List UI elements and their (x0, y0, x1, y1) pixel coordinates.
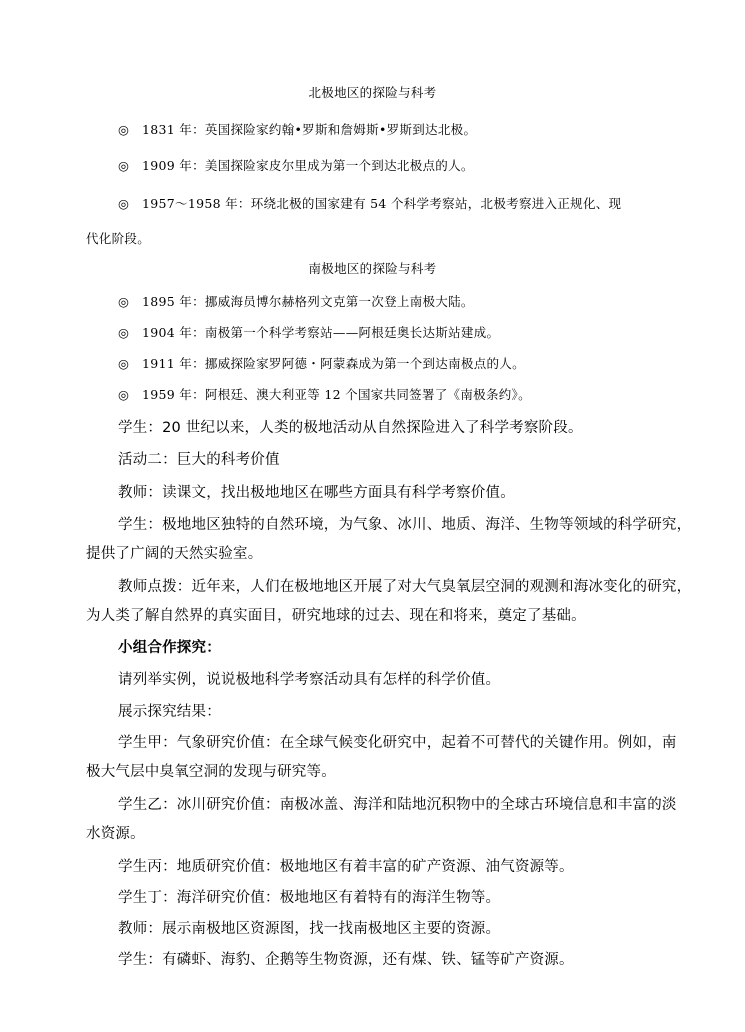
north-item-1909: ◎ 1909 年：美国探险家皮尔里成为第一个到达北极点的人。 (118, 158, 474, 173)
student-a-line-1: 学生甲：气象研究价值：在全球气候变化研究中，起着不可替代的关键作用。例如，南 (118, 735, 677, 751)
student-answer-line-2: 提供了广阔的天然实验室。 (86, 546, 263, 562)
results-heading: 展示探究结果： (118, 704, 221, 720)
teacher-question: 教师：读课文，找出极地地区在哪些方面具有科学考察价值。 (118, 485, 515, 501)
group-inquiry-heading: 小组合作探究： (118, 640, 221, 656)
south-item-1895: ◎ 1895 年：挪威海员博尔赫格列文克第一次登上南极大陆。 (118, 294, 474, 309)
activity-two-heading: 活动二：巨大的科考价值 (118, 452, 280, 468)
teacher-resource-prompt: 教师：展示南极地区资源图，找一找南极地区主要的资源。 (118, 921, 501, 937)
north-section-title: 北极地区的探险与科考 (308, 85, 437, 100)
south-section-title: 南极地区的探险与科考 (308, 261, 437, 276)
student-answer-line-1: 学生：极地地区独特的自然环境，为气象、冰川、地质、海洋、生物等领域的科学研究， (118, 517, 692, 533)
north-item-1957-cont: 代化阶段。 (86, 231, 151, 246)
south-item-1959: ◎ 1959 年：阿根廷、澳大利亚等 12 个国家共同签署了《南极条约》。 (118, 387, 531, 402)
student-c-statement: 学生丙：地质研究价值：极地地区有着丰富的矿产资源、油气资源等。 (118, 859, 574, 875)
student-a-line-2: 极大气层中臭氧空洞的发现与研究等。 (86, 764, 336, 780)
inquiry-prompt: 请列举实例，说说极地科学考察活动具有怎样的科学价值。 (118, 672, 501, 688)
teacher-tip-line-2: 为人类了解自然界的真实面目，研究地球的过去、现在和将来，奠定了基础。 (86, 608, 586, 624)
north-item-1831: ◎ 1831 年：英国探险家约翰•罗斯和詹姆斯•罗斯到达北极。 (118, 122, 477, 137)
student-statement-1: 学生：20 世纪以来，人类的极地活动从自然探险进入了科学考察阶段。 (118, 420, 583, 436)
north-item-1957: ◎ 1957～1958 年：环绕北极的国家建有 54 个科学考察站，北极考察进入正规化、现 (118, 196, 622, 211)
south-item-1911: ◎ 1911 年：挪威探险家罗阿德・阿蒙森成为第一个到达南极点的人。 (118, 356, 525, 371)
student-resource-answer: 学生：有磷虾、海豹、企鹅等生物资源，还有煤、铁、锰等矿产资源。 (118, 952, 574, 968)
teacher-tip-line-1: 教师点拨：近年来，人们在极地地区开展了对大气臭氧层空洞的观测和海冰变化的研究， (118, 579, 692, 595)
student-b-line-2: 水资源。 (86, 826, 145, 842)
south-item-1904: ◎ 1904 年：南极第一个科学考察站——阿根廷奥长达斯站建成。 (118, 325, 500, 340)
student-d-statement: 学生丁：海洋研究价值：极地地区有着特有的海洋生物等。 (118, 890, 501, 906)
student-b-line-1: 学生乙：冰川研究价值：南极冰盖、海洋和陆地沉积物中的全球古环境信息和丰富的淡 (118, 797, 677, 813)
